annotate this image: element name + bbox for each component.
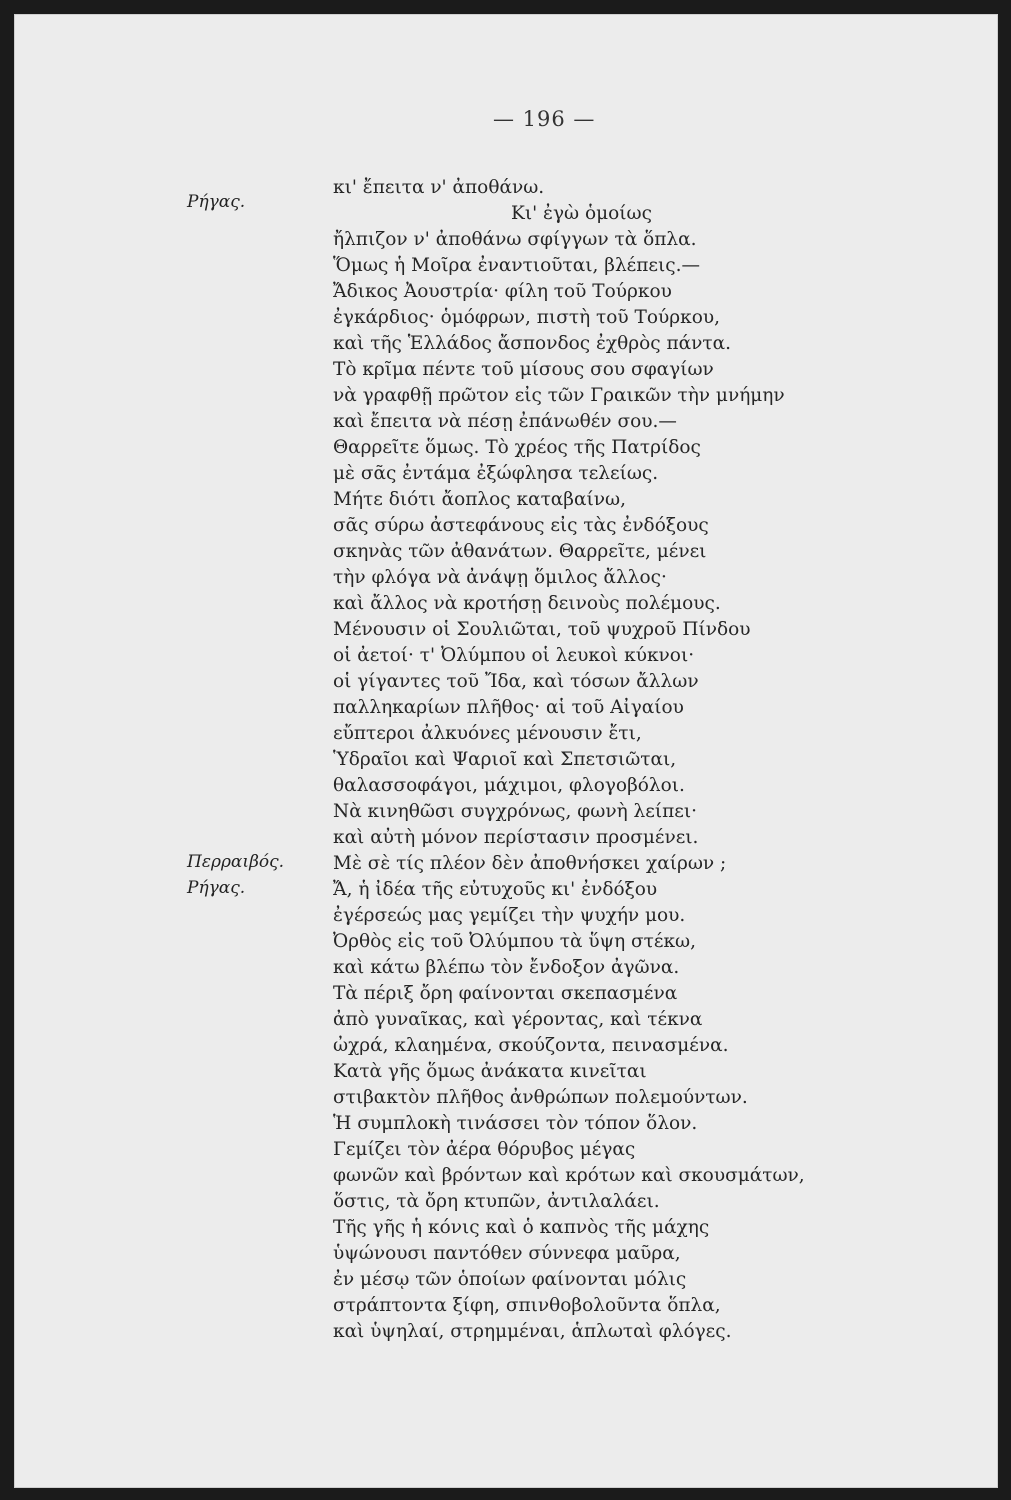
poem-line: Τῆς γῆς ἡ κόνις καὶ ὁ καπνὸς τῆς μάχης — [333, 1217, 710, 1238]
poem-line: Μὲ σὲ τίς πλέον δὲν ἀποθνήσκει χαίρων ; — [333, 853, 727, 874]
poem-line: ὑψώνουσι παντόθεν σύννεφα μαῦρα, — [333, 1243, 681, 1264]
poem-line: ὅστις, τὰ ὄρη κτυπῶν, ἀντιλαλάει. — [333, 1191, 660, 1212]
poem-line: θαλασσοφάγοι, μάχιμοι, φλογοβόλοι. — [333, 775, 685, 796]
poem-line: Τὸ κρῖμα πέντε τοῦ μίσους σου σφαγίων — [333, 359, 714, 380]
poem-line: στράπτοντα ξίφη, σπινθοβολοῦντα ὅπλα, — [333, 1295, 721, 1316]
poem-line: Τὰ πέριξ ὄρη φαίνονται σκεπασμένα — [333, 983, 678, 1004]
poem-line: κι' ἔπειτα ν' ἀποθάνω. — [333, 177, 545, 198]
book-page — [14, 14, 998, 1488]
poem-line: οἱ γίγαντες τοῦ Ἴδα, καὶ τόσων ἄλλων — [333, 671, 699, 692]
poem-line: ἐγέρσεώς μας γεμίζει τὴν ψυχήν μου. — [333, 905, 686, 926]
poem-line: νὰ γραφθῇ πρῶτον εἰς τῶν Γραικῶν τὴν μνήμην — [333, 385, 785, 406]
poem-line: Γεμίζει τὸν ἀέρα θόρυβος μέγας — [333, 1139, 636, 1160]
poem-line: καὶ τῆς Ἑλλάδος ἄσπονδος ἐχθρὸς πάντα. — [333, 333, 731, 354]
poem-line: Ὀρθὸς εἰς τοῦ Ὀλύμπου τὰ ὕψη στέκω, — [333, 931, 697, 952]
poem-text — [333, 175, 873, 1345]
poem-line: καὶ ὑψηλαί, στρημμέναι, ἁπλωταὶ φλόγες. — [333, 1321, 732, 1342]
page-number: — 196 — — [493, 107, 596, 131]
poem-line: σκηνὰς τῶν ἀθανάτων. Θαρρεῖτε, μένει — [333, 541, 707, 562]
speaker-label-rigas: Ρήγας. — [187, 878, 246, 898]
poem-line: ἀπὸ γυναῖκας, καὶ γέροντας, καὶ τέκνα — [333, 1009, 703, 1030]
poem-line: τὴν φλόγα νὰ ἀνάψῃ ὅμιλος ἄλλος· — [333, 567, 667, 588]
poem-line: σᾶς σύρω ἀστεφάνους εἰς τὰς ἐνδόξους — [333, 515, 709, 536]
poem-line: Κατὰ γῆς ὅμως ἀνάκατα κινεῖται — [333, 1061, 647, 1082]
poem-line: εὔπτεροι ἀλκυόνες μένουσιν ἔτι, — [333, 723, 642, 744]
poem-line: καὶ ἄλλος νὰ κροτήσῃ δεινοὺς πολέμους. — [333, 593, 721, 614]
poem-line: ἐν μέσῳ τῶν ὁποίων φαίνονται μόλις — [333, 1269, 687, 1290]
poem-line: Ἄ, ἡ ἰδέα τῆς εὐτυχοῦς κι' ἐνδόξου — [333, 879, 658, 900]
poem-line: καὶ αὐτὴ μόνον περίστασιν προσμένει. — [333, 827, 699, 848]
poem-line: καὶ ἔπειτα νὰ πέσῃ ἐπάνωθέν σου.— — [333, 411, 677, 432]
poem-line: παλληκαρίων πλῆθος· αἱ τοῦ Αἰγαίου — [333, 697, 684, 718]
poem-line: ἐγκάρδιος· ὁμόφρων, πιστὴ τοῦ Τούρκου, — [333, 307, 720, 328]
poem-line: Κι' ἐγὼ ὁμοίως — [511, 203, 652, 224]
poem-line: ὠχρά, κλαημένα, σκούζοντα, πεινασμένα. — [333, 1035, 729, 1056]
poem-line: Ὑδραῖοι καὶ Ψαριοῖ καὶ Σπετσιῶται, — [333, 749, 677, 770]
poem-line: Νὰ κινηθῶσι συγχρόνως, φωνὴ λείπει· — [333, 801, 697, 822]
poem-line: ἤλπιζον ν' ἀποθάνω σφίγγων τὰ ὅπλα. — [333, 229, 697, 250]
poem-line: Μήτε διότι ἄοπλος καταβαίνω, — [333, 489, 626, 510]
speaker-label-perraivos: Περραιβός. — [187, 852, 285, 872]
poem-line: καὶ κάτω βλέπω τὸν ἔνδοξον ἀγῶνα. — [333, 957, 680, 978]
poem-line: οἱ ἀετοί· τ' Ὀλύμπου οἱ λευκοὶ κύκνοι· — [333, 645, 695, 666]
poem-line: φωνῶν καὶ βρόντων καὶ κρότων καὶ σκουσμάτων, — [333, 1165, 805, 1186]
poem-line: Μένουσιν οἱ Σουλιῶται, τοῦ ψυχροῦ Πίνδου — [333, 619, 751, 640]
poem-line: Ὅμως ἡ Μοῖρα ἐναντιοῦται, βλέπεις.— — [333, 255, 701, 276]
poem-line: μὲ σᾶς ἐντάμα ἐξώφλησα τελείως. — [333, 463, 659, 484]
poem-line: Θαρρεῖτε ὅμως. Τὸ χρέος τῆς Πατρίδος — [333, 437, 701, 458]
poem-line: στιβακτὸν πλῆθος ἀνθρώπων πολεμούντων. — [333, 1087, 748, 1108]
poem-line: Ἄδικος Ἀουστρία· φίλη τοῦ Τούρκου — [333, 281, 672, 302]
poem-line: Ἡ συμπλοκὴ τινάσσει τὸν τόπον ὅλον. — [333, 1113, 698, 1134]
speaker-label-rigas: Ρήγας. — [187, 192, 246, 212]
